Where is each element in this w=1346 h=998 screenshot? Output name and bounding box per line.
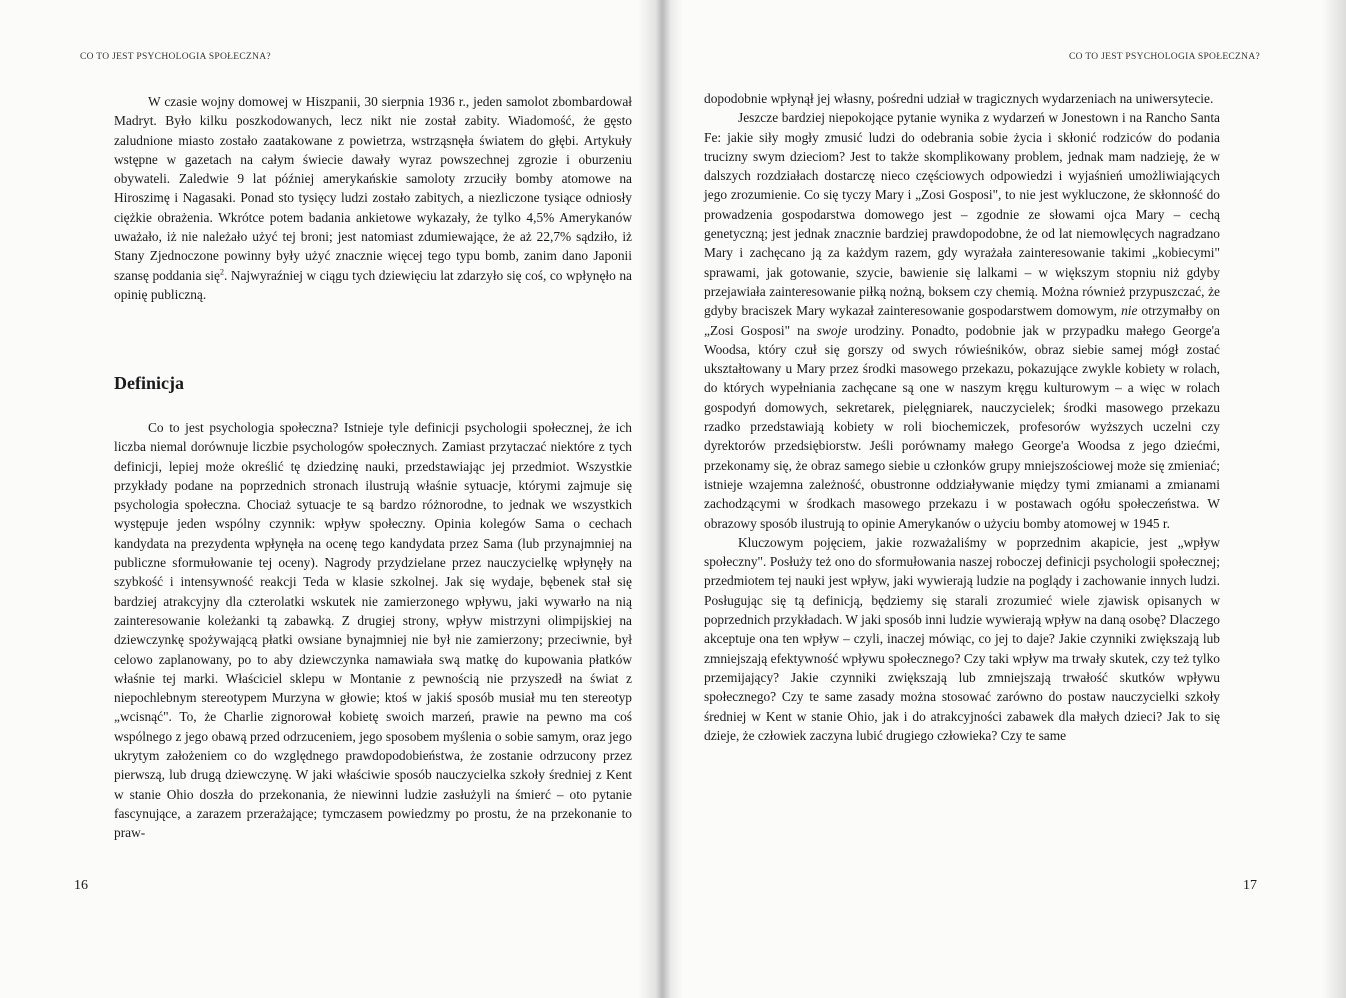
left-page <box>0 0 660 998</box>
emphasis-swoje: swoje <box>816 322 848 338</box>
jonestown-paragraph <box>704 108 1220 533</box>
definition-text-block <box>114 418 632 843</box>
intro-paragraph-text: W czasie wojny domowej w Hiszpanii, 30 sierpnia 1936 r., jeden samolot zbombardował Madryt. Było kilku poszkodowanych, lecz nikt nie został zabity. Wiadomość, że gęsto zaludnione miasto zostało zaatakowane z powietrza, wstrząsnęła światem do głębi. Artykuły wstępne w gazetach na całym świecie dawały wyraz powszechnej zgrozie i oburzeniu obywateli. Zaledwie 9 lat później amerykańskie samoloty zrzuciły bomby atomowe na Hiroszimę i Nagasaki. Ponad sto tysięcy ludzi zostało zabitych, a niezliczone tysiące odniosły ciężkie obrażenia. Wkrótce potem badania ankietowe wykazały, że tylko 4,5% Amerykanów uważało, iż nie należało użyć tej broni; jest natomiast zdumiewające, że aż 22,7% sądziło, iż Stany Zjednoczone powinny były użyć znacznie więcej tego typu bomb, zanim dano Japonii szansę poddania się <box>114 94 632 283</box>
right-text-block <box>704 89 1220 745</box>
running-head-left: CO TO JEST PSYCHOLOGIA SPOŁECZNA? <box>80 52 271 62</box>
intro-paragraph-end: . Najwyraźniej w ciągu tych dziewięciu lat zdarzyło się coś, co wpłynęło na opinię publiczną. <box>114 267 633 302</box>
right-page <box>676 0 1346 998</box>
section-heading-definicja: Definicja <box>114 373 184 393</box>
intro-text-block <box>114 92 632 304</box>
jonestown-text-a: Jeszcze bardziej niepokojące pytanie wynika z wydarzeń w Jonestown i na Rancho Santa Fe: jakie siły mogły zmusić ludzi do odebrania sobie życia i skłonić rodziców do podania trucizny swym dzieciom? Jest to także skomplikowany problem, jednak mam nadzieję, że w dalszych rozdziałach dostarczę nieco częściowych odpowiedzi i wyjaśnień umożliwiających jego zrozumienie. Co się tyczy Mary i „Zosi Gosposi", to nie jest wykluczone, że skłonność do prowadzenia gospodarstwa domowego jest – zgodnie ze słowami ojca Mary – cechą genetyczną; jest jednak znacznie bardziej prawdopodobne, że od lat niemowlęcych nagradzano Mary i zachęcano ją za każdym razem, gdy wyrażała zainteresowanie takimi „kobiecymi" sprawami, jak gotowanie, szycie, bawienie się lalkami – w większym stopniu niż gdyby przejawiała zainteresowanie piłką nożną, boksem czy chemią. Można również przypuszczać, że gdyby braciszek Mary wykazał zainteresowanie gospodarstwem domowym, <box>704 110 1220 319</box>
page-number-right: 17 <box>1243 878 1257 893</box>
jonestown-text-c: urodziny. Ponadto, podobnie jak w przypadku małego George'a Woodsa, który czuł się gorszy od swych rówieśników, obraz siebie samej mógł zostać ukształtowany u Mary przez środki masowego przekazu, pokazujące zwykle kobiety w rolach, do których wypełniania zachęcane są one w naszym kręgu kulturowym – a więc w rolach gospodyń domowych, sekretarek, pielęgniarek, nauczycielek; środki masowego przekazu rzadko przedstawiają kobiety w roli biochemiczek, profesorów wyższych uczelni czy dyrektorów przedsiębiorstw. Jeśli porównamy małego George'a Woodsa z jego dziećmi, przekonamy się, że obraz samego siebie u członków grupy mniejszościowej może się zmieniać; istnieje wzajemna zależność, obustronne oddziaływanie między tymi zmianami a zmianami zachodzącymi w środkach masowego przekazu i w postawach ogółu społeczeństwa. W obrazowy sposób ilustrują to opinie Amerykanów o użyciu bomby atomowej w 1945 r. <box>704 322 1220 531</box>
intro-paragraph <box>114 92 632 304</box>
footnote-marker: 2 <box>219 267 224 277</box>
jonestown-text-b: otrzymałby on „Zosi Gosposi" na <box>704 303 1220 338</box>
continuation-paragraph: dopodobnie wpłynął jej własny, pośredni udział w tragicznych wydarzeniach na uniwersytecie. <box>704 91 1214 106</box>
definition-paragraph: Co to jest psychologia społeczna? Istnieje tyle definicji psychologii społecznej, że ich liczba niemal dorównuje liczbie psychologów społecznych. Zamiast przytaczać niektóre z tych definicji, lepiej może określić tę dziedzinę nauki, przedstawiając jej przedmiot. Wszystkie przykłady podane na poprzednich stronach ilustrują właśnie sytuacje, którymi zajmuje się psychologia społeczna. Chociaż sytuacje te są bardzo różnorodne, to jednak we wszystkich występuje jeden wspólny czynnik: wpływ społeczny. Opinia kolegów Sama o cechach kandydata na prezydenta wpłynęła na ocenę tego kandydata przez Sama (lub przynajmniej na publiczne sformułowanie tej oceny). Nagrody przydzielane przez nauczycielkę wpłynęły na szybkość i intensywność reakcji Teda w klasie szkolnej. Jak się wydaje, bębenek stał się bardziej atrakcyjny dla czterolatki wskutek nie zamierzonego wpływu, jaki wywarło na nią zainteresowanie koleżanki tą zabawką. Z drugiej strony, wpływ mistrzyni olimpijskiej na dziewczynkę spożywającą płatki owsiane bynajmniej nie był nie zamierzony; przeciwnie, był celowo zaplanowany, po to aby dziewczynka namawiała swą matkę do kupowania płatków właśnie tej marki. Właściciel sklepu w Montanie z pewnością nie przyszedł na świat z niepochlebnym stereotypem Murzyna w głowie; ktoś w jakiś sposób musiał mu ten stereotyp „wcisnąć". To, że Charlie zignorował kobietę swoich marzeń, prawie na pewno ma coś wspólnego z jego obawą przed odrzuceniem, jego sposobem myślenia o sobie samym, oraz jego ukrytym założeniem co do względnego prawdopodobieństwa, że zostanie odrzucony przez pierwszą, lub drugą dziewczynę. W jaki właściwie sposób nauczycielka szkoły średniej z Kent w stanie Ohio doszła do przekonania, że niewinni ludzie zasłużyli na śmierć – oto pytanie fascynujące, a zarazem przerażające; tymczasem powiedzmy po prostu, że na przekonanie to praw- <box>114 420 632 841</box>
key-concept-paragraph: Kluczowym pojęciem, jakie rozważaliśmy w poprzednim akapicie, jest „wpływ społeczny". Posłuży też ono do sformułowania naszej roboczej definicji psychologii społecznej; przedmiotem tej nauki jest wpływ, jaki wywierają ludzie na poglądy i zachowanie innych ludzi. Posługując się tą definicją, będziemy się starali zrozumieć wiele zjawisk opisanych w poprzednich przykładach. W jaki sposób inni ludzie wywierają wpływ na daną osobę? Dlaczego akceptuje ona ten wpływ – czyli, inaczej mówiąc, co jej to daje? Jakie czynniki zwiększają lub zmniejszają efektywność wpływu społecznego? Czy taki wpływ ma trwały skutek, czy też tylko przemijający? Jakie czynniki zwiększają lub zmniejszają trwałość skutków wpływu społecznego? Czy te same zasady można stosować zarówno do postaw nauczycielki szkoły średniej w Kent w stanie Ohio, jak i do atrakcyjności zabawek dla małych dzieci? Jak to się dzieje, że człowiek zaczyna lubić drugiego człowieka? Czy te same <box>704 534 1220 743</box>
emphasis-nie: nie <box>1121 303 1138 319</box>
page-number-left: 16 <box>74 878 88 893</box>
running-head-right: CO TO JEST PSYCHOLOGIA SPOŁECZNA? <box>1069 52 1260 62</box>
